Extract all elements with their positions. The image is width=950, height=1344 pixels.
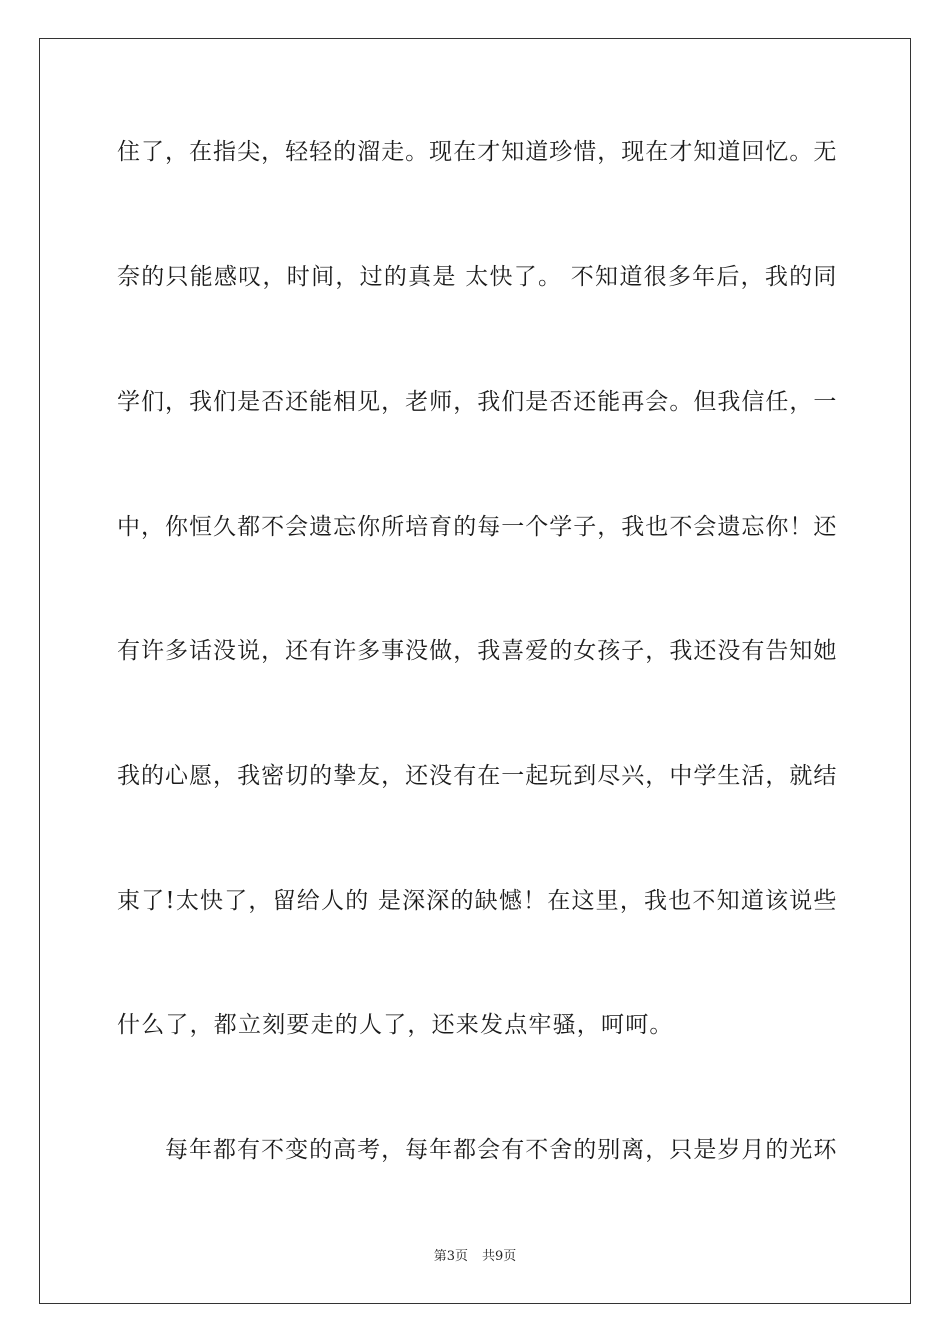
body-text-line: 住了，在指尖，轻轻的溜走。现在才知道珍惜，现在才知道回忆。无 bbox=[117, 139, 837, 165]
body-text-line: 我的心愿，我密切的挚友，还没有在一起玩到尽兴，中学生活，就结 bbox=[117, 763, 837, 789]
body-text-line: 学们，我们是否还能相见，老师，我们是否还能再会。但我信任，一 bbox=[117, 389, 837, 415]
body-text-line: 中，你恒久都不会遗忘你所培育的每一个学子，我也不会遗忘你！还 bbox=[117, 514, 837, 540]
paragraph-start-line: 每年都有不变的高考，每年都会有不舍的别离，只是岁月的光环 bbox=[165, 1137, 837, 1163]
page-border bbox=[39, 38, 911, 1304]
body-text-line: 有许多话没说，还有许多事没做，我喜爱的女孩子，我还没有告知她 bbox=[117, 638, 837, 664]
paragraph-end-line: 什么了，都立刻要走的人了，还来发点牢骚，呵呵。 bbox=[117, 1012, 674, 1038]
body-text-line: 奈的只能感叹，时间，过的真是 太快了。 不知道很多年后，我的同 bbox=[117, 264, 837, 290]
page-footer bbox=[0, 1248, 950, 1266]
page-total: 共9页 bbox=[482, 1249, 517, 1264]
body-text-line: 束了!太快了，留给人的 是深深的缺憾！在这里，我也不知道该说些 bbox=[117, 888, 837, 914]
page-number: 第3页 bbox=[433, 1249, 468, 1264]
